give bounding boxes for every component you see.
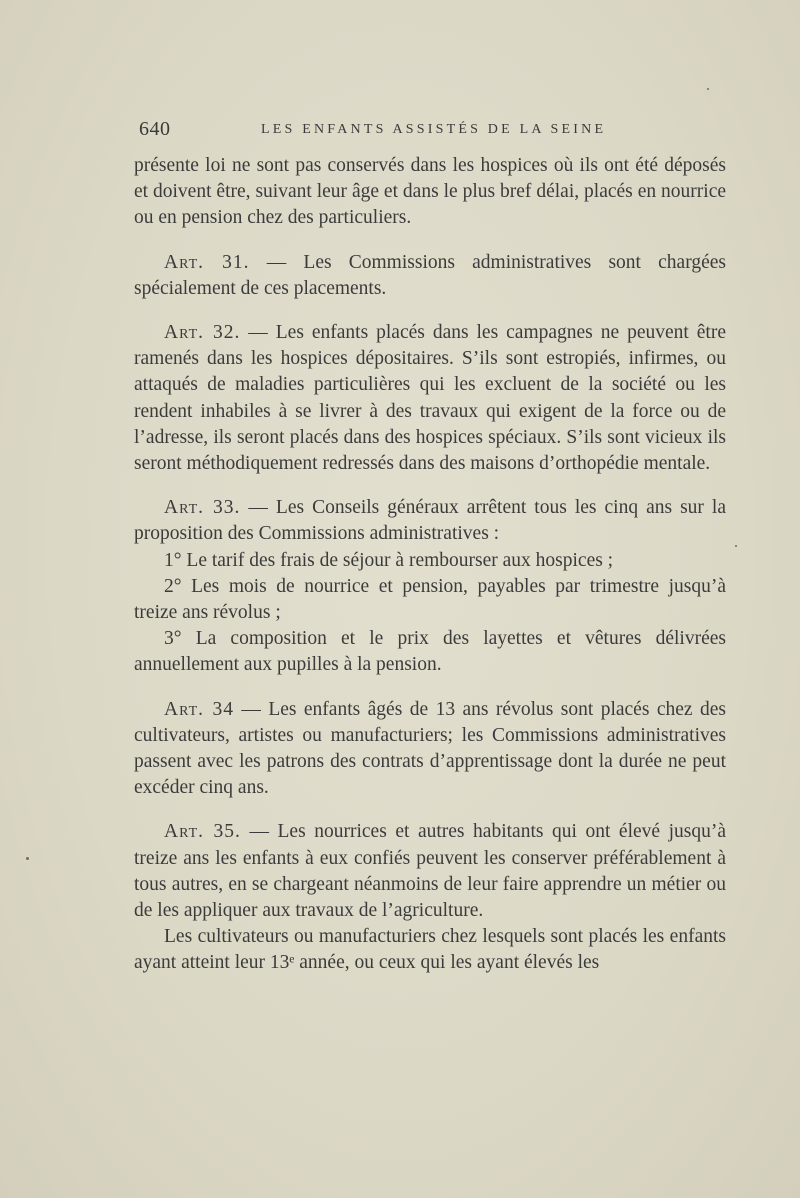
list-item-text: 3° La composition et le prix des layettes et vêtures délivrées annuellement aux pupilles à la pension. xyxy=(134,628,726,676)
list-item-text: 2° Les mois de nourrice et pension, payables par trimestre jusqu’à treize ans révolus ; xyxy=(134,575,726,624)
article-32 xyxy=(134,320,726,477)
article-text: — Les nourrices et autres habitants qui ont élevé jusqu’à treize ans les enfants à eux confiés peuvent les conserver préférablement à tous autres, en se chargeant néanmoins de leur faire apprendre un métier ou de les appliquer aux travaux de l’agriculture. xyxy=(134,821,726,922)
paper-speck xyxy=(26,857,29,860)
article-text: — Les enfants âgés de 13 ans révolus sont placés chez des cultivateurs, artistes ou manufacturiers; les Commissions administratives passent avec les patrons des contrats d’apprentissage dont la durée ne peut excéder cinq ans. xyxy=(134,698,726,799)
article-33 xyxy=(134,495,726,547)
paragraph-text: présente loi ne sont pas conservés dans les hospices où ils ont été déposés et doivent être, suivant leur âge et dans le plus bref délai, placés en nourrice ou en pension chez des particuliers. xyxy=(134,155,726,229)
article-33-item-2 xyxy=(134,574,726,626)
article-label: Art. 33. xyxy=(164,497,241,519)
article-35-continuation xyxy=(134,924,726,976)
article-33-item-3 xyxy=(134,626,726,678)
article-text: — Les Commissions administratives sont chargées spécialement de ces placements. xyxy=(134,251,726,299)
body-text xyxy=(134,153,726,977)
article-33-item-1 xyxy=(134,548,726,574)
page-header xyxy=(139,118,719,142)
article-label: Art. 32. xyxy=(164,322,241,344)
paper-speck xyxy=(707,88,709,90)
article-text: — Les enfants placés dans les campagnes ne peuvent être ramenés dans les hospices dépositaires. S’ils sont estropiés, infirmes, ou attaqués de maladies particulières qui les excluent de la société ou les rendent inhabiles à se livrer à des travaux qui exigent de la force ou de l’adresse, ils seront placés dans des hospices spéciaux. S’ils sont vicieux ils seront méthodiquement redressés dans des maisons d’orthopédie mentale. xyxy=(134,322,726,475)
article-31 xyxy=(134,250,726,302)
article-text: — Les Conseils généraux arrêtent tous les cinq ans sur la proposition des Commissions administratives : xyxy=(134,497,726,545)
article-35 xyxy=(134,819,726,924)
list-item-text: 1° Le tarif des frais de séjour à rembourser aux hospices ; xyxy=(164,549,614,571)
paper-speck xyxy=(735,545,737,547)
paragraph-text: Les cultivateurs ou manufacturiers chez lesquels sont placés les enfants ayant atteint leur 13ᵉ année, ou ceux qui les ayant élevés les xyxy=(134,926,726,974)
paragraph-continuation xyxy=(134,153,726,232)
page-number: 640 xyxy=(139,118,171,140)
article-label: Art. 31. xyxy=(164,251,250,273)
article-label: Art. 34 xyxy=(164,698,234,720)
running-title: LES ENFANTS ASSISTÉS DE LA SEINE xyxy=(261,122,607,137)
article-label: Art. 35. xyxy=(164,821,241,843)
article-34 xyxy=(134,697,726,802)
